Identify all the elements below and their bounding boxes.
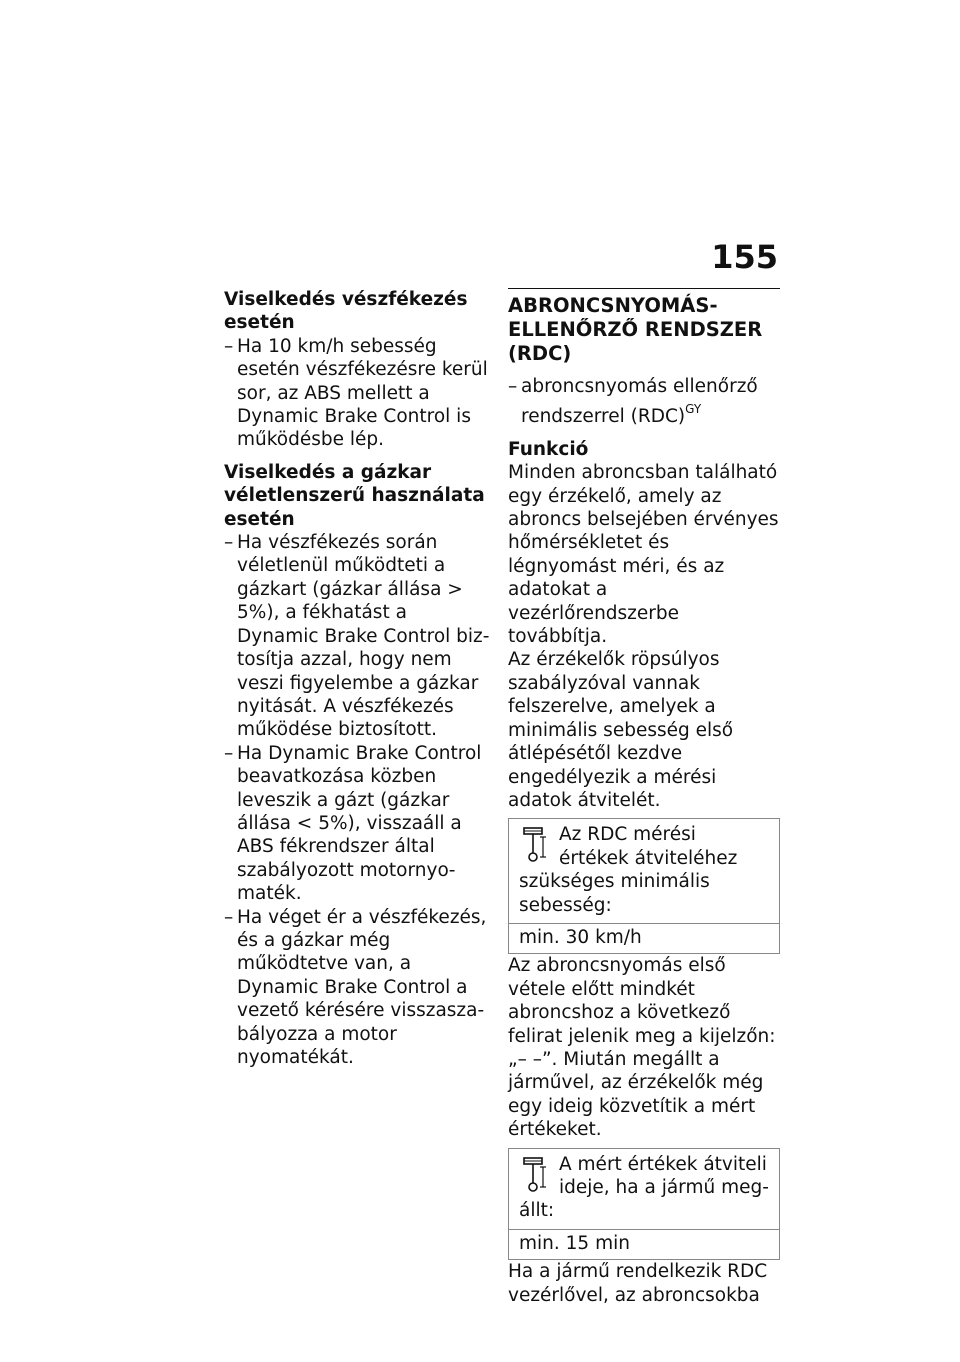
list-item (224, 335, 492, 452)
note-header (509, 819, 779, 923)
section-header (508, 288, 780, 366)
note-text: Az RDC mérési értékek átviteléhez szükséges minimális sebesség: (519, 824, 738, 916)
page-number: 155 (711, 238, 778, 276)
note-box-transmit-time (508, 1148, 780, 1261)
paragraph: Ha a jármű rendelkezik RDC vezérlővel, az abroncsokba (508, 1261, 768, 1306)
measurement-icon (519, 1155, 549, 1193)
heading-emergency-braking: Viselkedés vészfékezés esetén (224, 289, 468, 334)
bullet-dash: – (224, 906, 234, 928)
list-item-text: Ha vészfékezés során véletlenül működteti a gázkart (gázkar állása > 5%), a fékhatást a Dynamic Brake Control biztosítja azzal, hogy nem veszi figyelembe a gázkar nyitását. A vészfékezés működése biztosított. (237, 532, 490, 741)
equipment-code: GY (685, 402, 702, 417)
left-column (224, 288, 492, 1069)
list-item (508, 375, 780, 429)
note-value: min. 15 min (509, 1229, 779, 1259)
right-column (508, 288, 780, 1307)
bullet-dash: – (224, 742, 234, 764)
note-value: min. 30 km/h (509, 923, 779, 953)
bullet-dash: – (508, 376, 518, 397)
note-header (509, 1149, 779, 1229)
note-text: A mért értékek átviteli ideje, ha a jármű megállt: (519, 1153, 769, 1222)
section-title: ABRONCSNYOMÁS-ELLENŐRZŐ RENDSZER (RDC) (508, 294, 763, 365)
paragraph: Az érzékelők röpsúlyos szabályzóval vannak felszerelve, amelyek a minimális sebesség első átlépésétől kezdve engedélyezik a mérési adatok átvitelét. (508, 649, 734, 811)
list-item-text (521, 375, 780, 429)
heading-function: Funkció (508, 438, 589, 460)
heading-throttle-use: Viselkedés a gázkar véletlenszerű használata esetén (224, 461, 485, 530)
equipment-text: abroncsnyomás ellenőrző rendszerrel (RDC) (521, 376, 758, 428)
list-item-text: Ha 10 km/h sebesség esetén vészfékezésre kerül sor, az ABS mellett a Dynamic Brake Control is működésbe lép. (237, 335, 488, 451)
paragraph: Minden abroncsban található egy érzékelő, amely az abroncs belsejében érvényes hőmérsékletet és légnyomást méri, és az adatokat a vezérlőrendszerbe továbbítja. (508, 462, 779, 648)
measurement-icon (519, 825, 549, 863)
paragraph: Az abroncsnyomás első vétele előtt mindkét abroncshoz a következő felirat jelenik meg a kijelzőn: „– –”. Miután megállt a járművel, az érzékelők még egy ideig közvetítik a mért értékeket. (508, 955, 776, 1141)
bullet-dash: – (224, 335, 234, 357)
list-item (224, 742, 492, 906)
list-item-text: Ha Dynamic Brake Control beavatkozása közben leveszik a gázt (gázkar állása < 5%), visszaáll a ABS fékrendszer által szabályozott motornyomaték. (237, 742, 482, 905)
list-item (224, 906, 492, 1070)
note-box-min-speed (508, 818, 780, 954)
bullet-dash: – (224, 532, 234, 554)
list-item-text: Ha véget ér a vészfékezés, és a gázkar még működtetve van, a Dynamic Brake Control a vezető kérésére visszaszabályozza a motor nyomatékát. (237, 906, 487, 1068)
list-item (224, 531, 492, 742)
